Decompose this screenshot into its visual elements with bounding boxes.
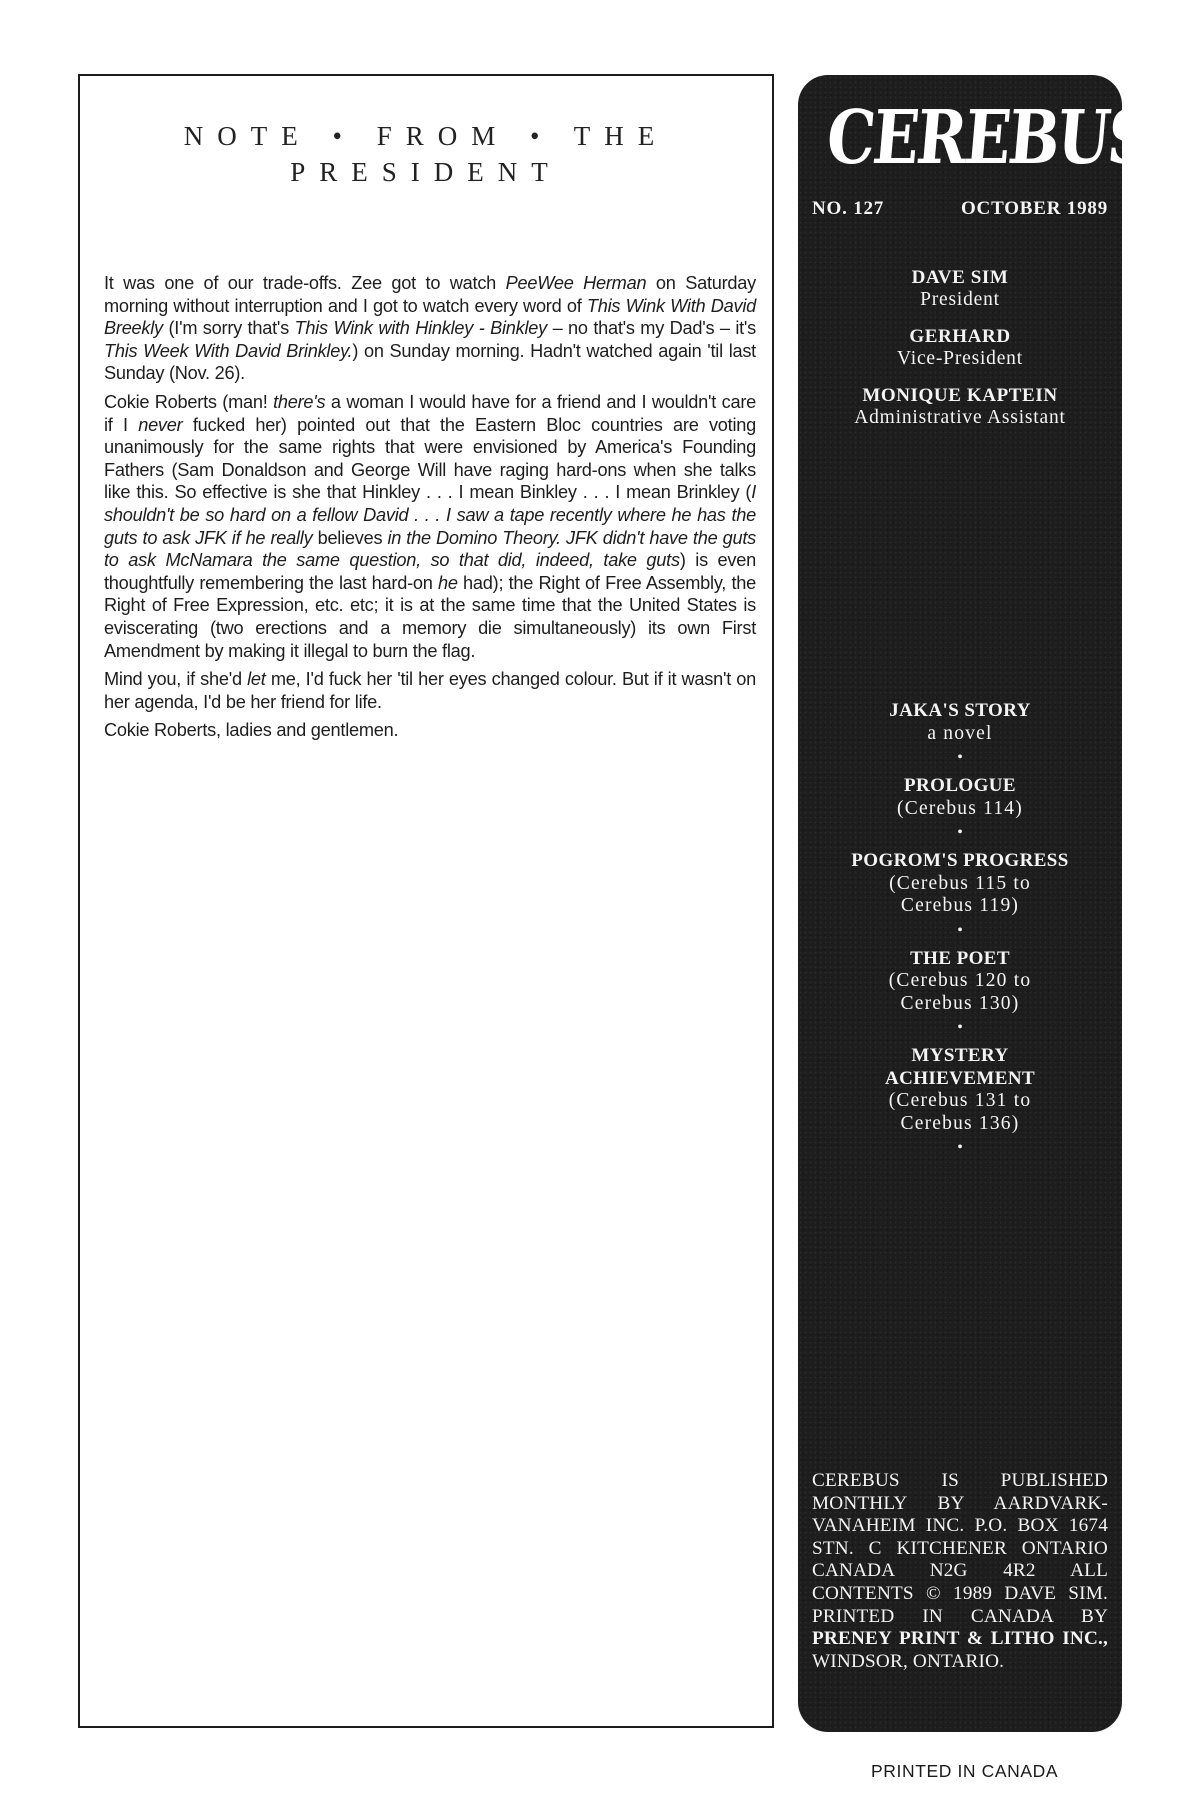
text-run: on Saturday morning without interruption and I got to watch every word of (104, 273, 757, 316)
staff-name: MONIQUE KAPTEIN (862, 385, 1058, 406)
bullet-separator: • (957, 1139, 963, 1156)
text-run: ) is even thoughtfully remembering the last hard-on (104, 550, 756, 593)
note-title (80, 118, 772, 190)
staff-name: GERHARD (909, 326, 1011, 347)
bullet-separator: • (957, 749, 963, 766)
text-run: a woman I would have for a friend and I wouldn't care if I (104, 391, 756, 435)
staff-role: Administrative Assistant (854, 407, 1066, 428)
italic-run: in the Domino Theory. JFK didn't have the guts to ask McNamara the same question, so that did, indeed, take guts (104, 527, 756, 571)
note-paragraph (104, 719, 756, 742)
text-run: fucked her) pointed out that the Eastern Bloc countries are voting unanimously for the same rights that were envisioned by America's Founding Fathers (Sam Donaldson and George Will have raging hard-ons when she talks like this. So effective is she that Hinkley . . . I mean Binkley . . . I mean Brinkley ( (104, 414, 756, 503)
text-run: ) on Sunday morning. Hadn't watched again 'til last Sunday (Nov. 26). (104, 340, 756, 384)
cerebus-logo: CEREBUS (823, 95, 1153, 181)
issue-date: OCTOBER 1989 (960, 198, 1108, 219)
text-run: Cokie Roberts, ladies and gentlemen. (104, 720, 399, 741)
story-part (798, 850, 1122, 918)
part-title: MYSTERY (911, 1045, 1009, 1066)
printed-in-canada: PRINTED IN CANADA (871, 1761, 1059, 1781)
part-issues: Cerebus 136) (900, 1112, 1020, 1134)
note-title-line2: PRESIDENT (290, 157, 562, 188)
text-run: (I'm sorry that's (162, 318, 295, 339)
note-from-president-box (78, 74, 774, 1728)
story-part (798, 1045, 1122, 1135)
italic-run: This Wink With David Breekly (104, 295, 756, 339)
note-paragraph (104, 272, 756, 385)
part-issues: Cerebus 119) (900, 895, 1020, 916)
story-subtitle: a novel (927, 722, 993, 744)
story-part (798, 775, 1122, 820)
note-paragraph (104, 391, 756, 662)
italic-run: This Wink with Hinkley - Binkley (294, 318, 547, 339)
story-title: JAKA'S STORY (889, 700, 1031, 721)
part-title: THE POET (910, 947, 1010, 969)
story-heading (798, 700, 1122, 745)
staff-entry (798, 326, 1122, 370)
note-title-line1: NOTE • FROM • THE (183, 121, 669, 152)
part-issues: (Cerebus 114) (897, 797, 1023, 819)
staff-name: DAVE SIM (911, 267, 1009, 288)
staff-role: President (920, 289, 1000, 310)
note-paragraph (104, 668, 756, 713)
bullet-separator: • (957, 921, 963, 939)
staff-list (798, 267, 1122, 444)
text-run: Cokie Roberts (man! (104, 391, 274, 412)
italic-run: This Week With David Brinkley. (104, 340, 353, 361)
text-run: me, I'd fuck her 'til her eyes changed colour. But if it wasn't on her agenda, I'd be her friend for life. (104, 669, 756, 712)
staff-entry (798, 267, 1122, 311)
publisher-text: CEREBUS IS PUBLISHED MONTHLY BY AARDVARK-VANAHEIM INC. P.O. BOX 1674 STN. C KITCHENER ONTARIO CANADA N2G 4R2 ALL CONTENTS © 1989 DAVE SIM. PRINTED IN CANADA BY (812, 1470, 1108, 1627)
part-issues: (Cerebus 120 to (888, 970, 1032, 991)
text-run: believes (312, 527, 388, 548)
bullet-separator: • (957, 1019, 963, 1036)
staff-role: Vice-President (897, 348, 1023, 369)
italic-run: let (247, 669, 266, 690)
printer-name: PRENEY PRINT & LITHO INC., (812, 1628, 1108, 1650)
italic-run: he (437, 572, 458, 593)
text-run: – no that's my Dad's – it's (546, 318, 757, 339)
issue-line (812, 198, 1108, 220)
story-part (798, 948, 1122, 1016)
italic-run: never (138, 414, 183, 435)
note-body (104, 272, 756, 748)
staff-entry (798, 385, 1122, 429)
text-run: had); the Right of Free Assembly, the Right of Free Expression, etc. etc; it is at the same time that the United States is eviscerating (two erections and a memory die simultaneously) its own First Amendment by making it illegal to burn the flag. (104, 572, 756, 661)
part-title: PROLOGUE (904, 775, 1016, 796)
publisher-info (812, 1470, 1108, 1673)
italic-run: there's (273, 391, 326, 412)
text-run: It was one of our trade-offs. Zee got to watch (104, 273, 506, 293)
part-issues: (Cerebus 115 to (889, 872, 1031, 894)
masthead-panel (798, 75, 1153, 1732)
printer-location: WINDSOR, ONTARIO. (812, 1650, 1005, 1672)
part-title: ACHIEVEMENT (884, 1067, 1036, 1089)
bullet-separator: • (957, 824, 963, 841)
issue-number: NO. 127 (812, 198, 885, 219)
italic-run: I shouldn't be so hard on a fellow David . . . I saw a tape recently where he has the guts to ask JFK if he really (104, 482, 756, 548)
text-run: Mind you, if she'd (104, 669, 248, 690)
italic-run: PeeWee Herman (505, 273, 647, 293)
part-issues: (Cerebus 131 to (888, 1090, 1032, 1111)
story-contents (798, 700, 1122, 1165)
part-title: POGROM'S PROGRESS (851, 850, 1069, 871)
part-issues: Cerebus 130) (900, 992, 1020, 1014)
